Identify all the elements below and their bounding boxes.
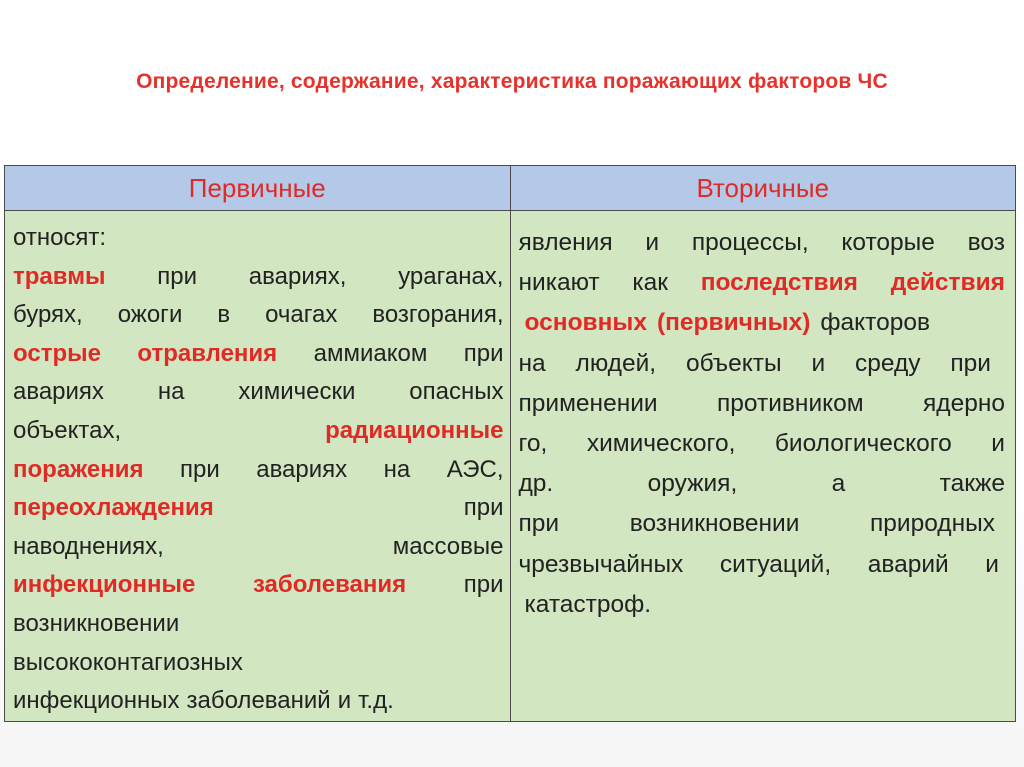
text-line [5, 296, 510, 335]
text-line [5, 682, 510, 721]
text-line [5, 335, 510, 374]
word: на [157, 378, 185, 406]
word: ураганах, [398, 262, 504, 290]
word: оружия, [647, 470, 738, 498]
word: противником [717, 389, 864, 417]
word: при [950, 349, 991, 377]
word: среду [855, 349, 921, 377]
word: относят: [13, 224, 107, 251]
word: в [217, 301, 231, 329]
word: возникновении [13, 609, 180, 637]
highlight-term: действия [890, 269, 1005, 297]
word: при [518, 510, 560, 538]
text-line [5, 489, 510, 528]
word: и [645, 229, 660, 256]
word: массовые [392, 532, 504, 560]
word: химически [238, 378, 356, 406]
word: и [811, 349, 826, 377]
word: при [463, 571, 504, 599]
text-line [511, 303, 1016, 343]
word: и [337, 687, 352, 715]
word: которые [841, 229, 935, 256]
word: на [518, 349, 546, 377]
text-line [5, 219, 510, 258]
word: воз [967, 229, 1005, 256]
text-line [5, 258, 510, 297]
highlight-term: радиационные [325, 416, 504, 444]
highlight-term: травмы [13, 262, 106, 290]
word: биологического [774, 429, 952, 457]
word: явления [518, 229, 613, 256]
word: при [463, 494, 504, 522]
primary-cell [5, 211, 511, 722]
word: применении [518, 389, 658, 417]
word: авариях [256, 455, 348, 483]
text-line [511, 504, 1016, 544]
text-line [511, 384, 1016, 424]
word: ядерно [923, 389, 1005, 417]
word: а [831, 470, 846, 498]
word: инфекционных [13, 687, 180, 715]
word: объектах, [13, 416, 122, 444]
word: заболеваний [186, 687, 331, 715]
word: аммиаком [313, 339, 428, 367]
word: т.д. [358, 687, 394, 715]
highlight-term: инфекционные [13, 571, 196, 599]
header-secondary: Вторичные [510, 166, 1016, 211]
word: ситуаций, [719, 550, 832, 578]
secondary-cell [510, 211, 1016, 722]
highlight-term: (первичных) [656, 309, 811, 337]
word: аварий [867, 550, 949, 578]
text-line [511, 344, 1016, 384]
highlight-term: отравления [137, 339, 278, 367]
word: и [985, 550, 999, 578]
slide-title: Определение, содержание, характеристика поражающих факторов ЧС [136, 70, 888, 93]
text-line [5, 528, 510, 567]
factors-table [4, 165, 1016, 722]
text-line [5, 412, 510, 451]
highlight-term: острые [13, 339, 101, 367]
text-line [5, 644, 510, 683]
word: химического, [586, 429, 736, 457]
word: при [463, 339, 504, 367]
text-line [511, 545, 1016, 585]
text-line [511, 585, 1016, 625]
text-line [511, 464, 1016, 504]
text-line [5, 373, 510, 412]
word: при [157, 262, 197, 290]
word: возникновении [629, 510, 800, 538]
text-line [511, 263, 1016, 303]
header-primary: Первичные [5, 166, 511, 211]
header-row [5, 166, 1016, 211]
word: наводнениях, [13, 532, 164, 560]
word: как [632, 269, 668, 297]
word: бурях, [13, 301, 83, 329]
word: людей, [575, 349, 657, 377]
word: чрезвычайных [518, 550, 684, 578]
text-line [511, 223, 1016, 263]
word: очагах [265, 301, 338, 329]
text-line [5, 451, 510, 490]
word: го, [518, 429, 548, 457]
highlight-term: заболевания [252, 571, 407, 599]
content-row [5, 211, 1016, 722]
text-line [511, 424, 1016, 464]
word: АЭС, [446, 455, 504, 483]
word: катастроф. [524, 590, 652, 618]
word: и [991, 429, 1005, 457]
word: ожоги [117, 301, 183, 329]
highlight-term: основных [524, 309, 647, 337]
highlight-term: последствия [700, 269, 858, 297]
word: при [179, 455, 220, 483]
word: опасных [409, 378, 504, 406]
highlight-term: переохлаждения [13, 494, 214, 522]
highlight-term: поражения [13, 455, 144, 483]
word: высококонтагиозных [13, 648, 243, 676]
word: объекты [685, 349, 782, 377]
word: др. [518, 470, 554, 498]
word: авариях [13, 378, 104, 406]
word: процессы, [691, 229, 809, 256]
word: возгорания, [372, 301, 504, 329]
word: факторов [820, 309, 930, 337]
text-line [5, 605, 510, 644]
word: также [939, 470, 1005, 498]
word: на [383, 455, 411, 483]
word: природных [870, 510, 995, 538]
text-line [5, 566, 510, 605]
word: авариях, [248, 262, 347, 290]
word: никают [518, 269, 600, 297]
